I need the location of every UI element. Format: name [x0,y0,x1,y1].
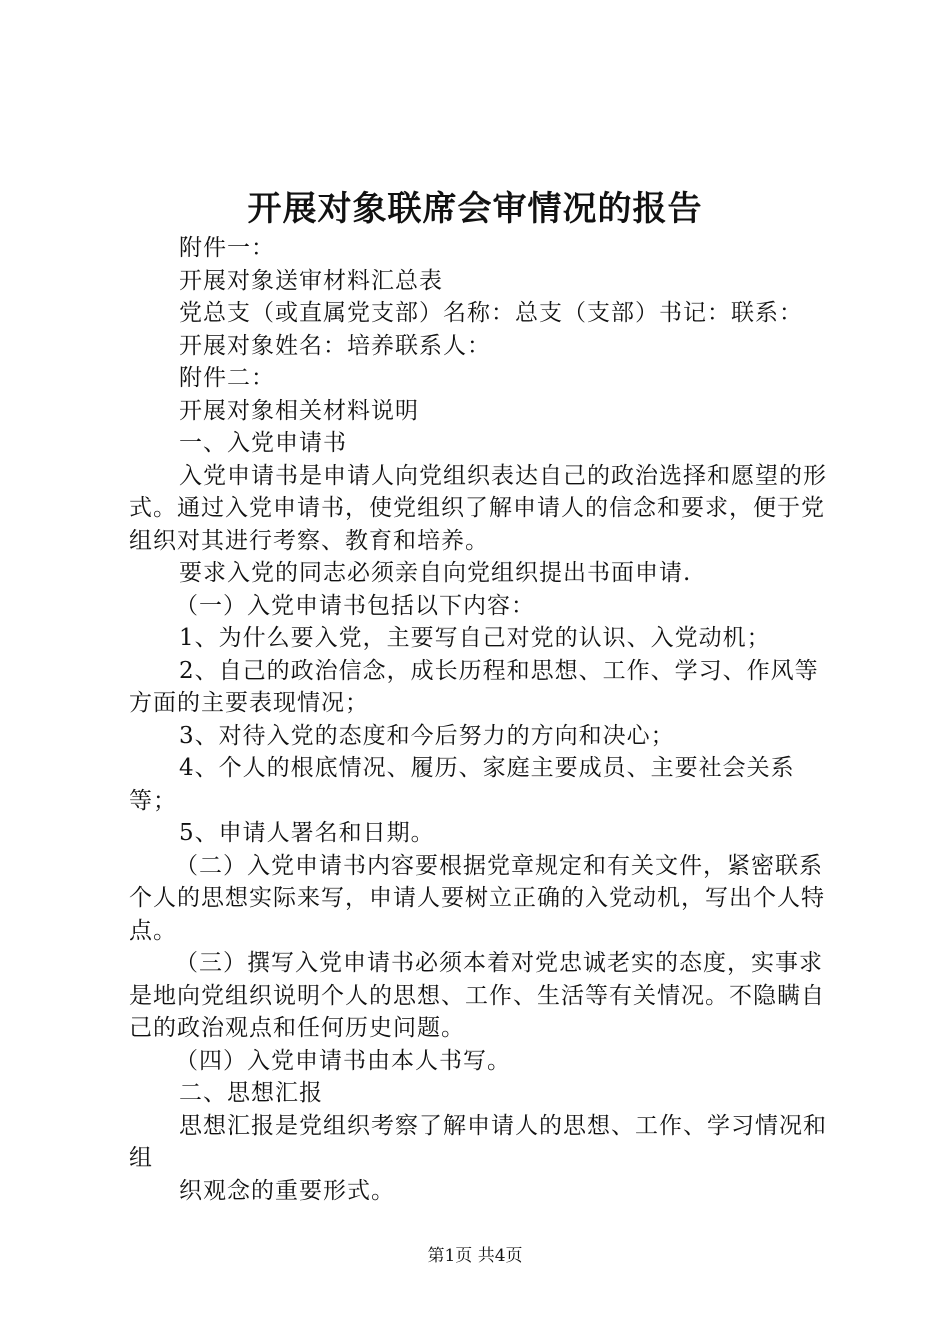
paragraph: （四）入党申请书由本人书写。 [175,1047,511,1074]
paragraph: （三）撰写入党申请书必须本着对党忠诚老实的态度，实事求是地向党组织说明个人的思想、工作、生活等有关情况。不隐瞒自己的政治观点和任何历史问题。 [129,950,825,1041]
paragraph: 党总支（或直属党支部）名称：总支（支部）书记：联系： [179,300,803,326]
paragraph: 思想汇报是党组织考察了解申请人的思想、工作、学习情况和组 [129,1112,827,1171]
document-body [129,232,837,1207]
list-item: 1、为什么要入党，主要写自己对党的认识、入党动机； [179,625,771,651]
paragraph: 织观念的重要形式。 [179,1177,395,1204]
list-item: 5、申请人署名和日期。 [179,820,435,846]
paragraph: 开展对象送审材料汇总表 [179,267,443,294]
section-heading: 二、思想汇报 [179,1080,323,1106]
section-heading: 一、入党申请书 [179,430,347,456]
document-title: 开展对象联席会审情况的报告 [247,189,703,229]
paragraph: 开展对象姓名：培养联系人： [179,332,491,359]
paragraph: （二）入党申请书内容要根据党章规定和有关文件，紧密联系个人的思想实际来写，申请人要树立正确的入党动机，写出个人特点。 [129,852,825,944]
paragraph: （一）入党申请书包括以下内容： [175,592,535,619]
page-number-footer: 第1页 共4页 [427,1246,523,1266]
paragraph: 附件二： [179,365,275,391]
paragraph: 附件一： [179,235,275,261]
list-item: 3、对待入党的态度和今后努力的方向和决心； [179,722,675,749]
paragraph: 要求入党的同志必须亲自向党组织提出书面申请. [179,560,692,586]
list-item: 2、自己的政治信念，成长历程和思想、工作、学习、作风等方面的主要表现情况； [129,657,819,716]
list-item: 4、个人的根底情况、履历、家庭主要成员、主要社会关系等； [129,755,795,814]
paragraph: 开展对象相关材料说明 [179,397,419,424]
paragraph: 入党申请书是申请人向党组织表达自己的政治选择和愿望的形式。通过入党申请书，使党组织了解申请人的信念和要求，便于党组织对其进行考察、教育和培养。 [129,462,827,554]
